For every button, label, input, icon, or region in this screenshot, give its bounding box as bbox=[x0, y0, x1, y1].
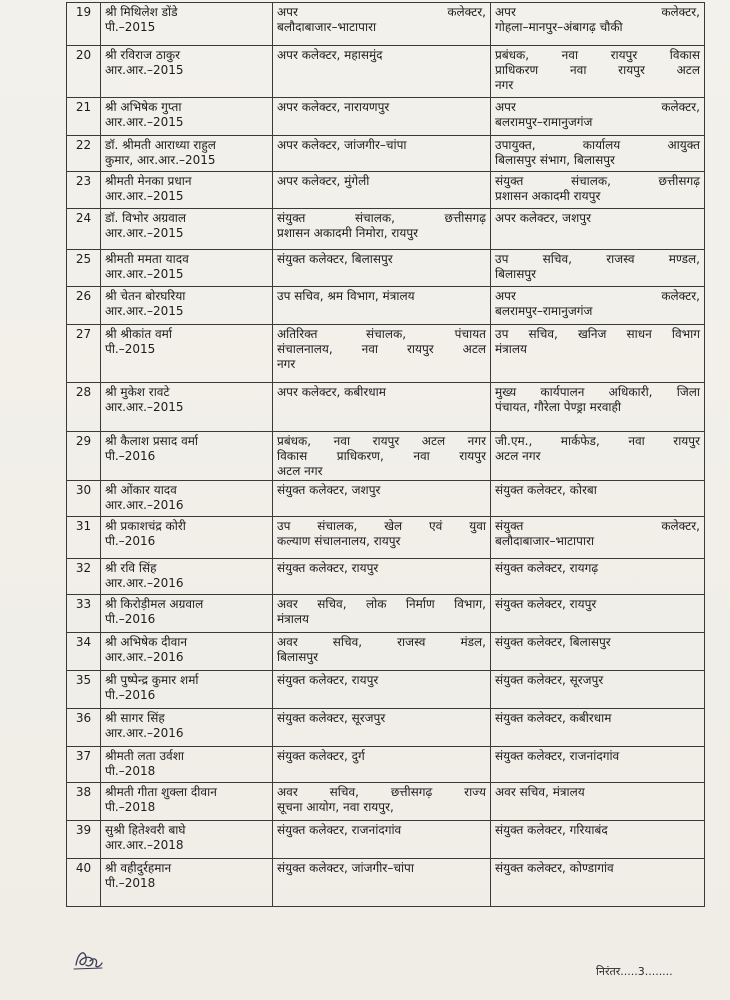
serial-number: 21 bbox=[67, 98, 101, 136]
serial-number: 24 bbox=[67, 209, 101, 250]
current-posting-cell bbox=[273, 3, 491, 46]
current-posting-line: संयुक्त कलेक्टर, दुर्ग bbox=[277, 749, 365, 763]
new-posting-line: संयुक्त संचालक, छत्तीसगढ़ bbox=[495, 174, 700, 188]
officer-name-line: श्री अभिषेक दीवान bbox=[105, 635, 188, 649]
officer-name-cell bbox=[101, 383, 273, 432]
new-posting-line: संयुक्त कलेक्टर, कबीरधाम bbox=[495, 711, 612, 725]
serial-number: 22 bbox=[67, 136, 101, 172]
officer-name-line: श्रीमती गीता शुक्ला दीवान bbox=[105, 785, 217, 799]
officer-name-line: श्री रविराज ठाकुर bbox=[105, 48, 181, 62]
officer-name-line: श्री चेतन बोरघरिया bbox=[105, 289, 186, 303]
table-row bbox=[67, 432, 705, 481]
current-posting-cell bbox=[273, 559, 491, 595]
new-posting-cell bbox=[491, 287, 705, 325]
officer-name-line: पी.–2015 bbox=[105, 342, 156, 356]
new-posting-cell bbox=[491, 783, 705, 821]
officer-name-line: आर.आर.–2015 bbox=[105, 63, 184, 77]
new-posting-line: बलरामपुर–रामानुजगंज bbox=[495, 304, 593, 318]
officer-name-line: श्रीमती लता उर्वशा bbox=[105, 749, 184, 763]
current-posting-line: संचालनालय, नवा रायपुर अटल bbox=[277, 342, 486, 356]
serial-number: 36 bbox=[67, 709, 101, 747]
new-posting-line: संयुक्त कलेक्टर, रायगढ़ bbox=[495, 561, 599, 575]
officer-name-cell bbox=[101, 250, 273, 287]
new-posting-cell bbox=[491, 709, 705, 747]
officer-name-cell bbox=[101, 859, 273, 907]
serial-number: 19 bbox=[67, 3, 101, 46]
officer-name-cell bbox=[101, 517, 273, 559]
table-row bbox=[67, 783, 705, 821]
current-posting-line: संयुक्त कलेक्टर, रायपुर bbox=[277, 561, 379, 575]
table-row bbox=[67, 633, 705, 671]
new-posting-cell bbox=[491, 633, 705, 671]
table-row bbox=[67, 709, 705, 747]
officer-name-line: आर.आर.–2018 bbox=[105, 838, 184, 852]
new-posting-line: उप सचिव, खनिज साधन विभाग bbox=[495, 327, 700, 341]
new-posting-cell bbox=[491, 859, 705, 907]
current-posting-line: संयुक्त कलेक्टर, सूरजपुर bbox=[277, 711, 386, 725]
new-posting-line: संयुक्त कलेक्टर, bbox=[495, 519, 700, 533]
new-posting-cell bbox=[491, 46, 705, 98]
new-posting-line: अपर कलेक्टर, bbox=[495, 289, 700, 303]
officer-name-line: आर.आर.–2016 bbox=[105, 726, 184, 740]
officer-name-cell bbox=[101, 172, 273, 209]
current-posting-line: संयुक्त कलेक्टर, जांजगीर–चांपा bbox=[277, 861, 414, 875]
new-posting-cell bbox=[491, 432, 705, 481]
officer-name-cell bbox=[101, 481, 273, 517]
table-row bbox=[67, 559, 705, 595]
current-posting-line: प्रबंधक, नवा रायपुर अटल नगर bbox=[277, 434, 486, 448]
officer-name-line: श्री ओंकार यादव bbox=[105, 483, 177, 497]
officer-name-line: पी.–2018 bbox=[105, 764, 156, 778]
serial-number: 28 bbox=[67, 383, 101, 432]
officer-name-line: आर.आर.–2015 bbox=[105, 304, 184, 318]
current-posting-line: अवर सचिव, लोक निर्माण विभाग, bbox=[277, 597, 486, 611]
table-row bbox=[67, 671, 705, 709]
officer-name-line: पी.–2015 bbox=[105, 20, 156, 34]
officer-name-cell bbox=[101, 209, 273, 250]
officer-name-line: डॉ. श्रीमती आराध्या राहुल bbox=[105, 138, 216, 152]
officer-name-cell bbox=[101, 136, 273, 172]
new-posting-cell bbox=[491, 671, 705, 709]
officer-name-line: श्री श्रीकांत वर्मा bbox=[105, 327, 172, 341]
officer-name-cell bbox=[101, 3, 273, 46]
current-posting-cell bbox=[273, 821, 491, 859]
officer-name-line: पी.–2016 bbox=[105, 449, 156, 463]
new-posting-line: संयुक्त कलेक्टर, गरियाबंद bbox=[495, 823, 608, 837]
officer-name-line: आर.आर.–2015 bbox=[105, 226, 184, 240]
new-posting-line: बिलासपुर bbox=[495, 267, 537, 281]
new-posting-line: संयुक्त कलेक्टर, रायपुर bbox=[495, 597, 597, 611]
current-posting-line: अवर सचिव, राजस्व मंडल, bbox=[277, 635, 486, 649]
serial-number: 27 bbox=[67, 325, 101, 383]
new-posting-line: बलौदाबाजार–भाटापारा bbox=[495, 534, 595, 548]
current-posting-line: संयुक्त संचालक, छत्तीसगढ़ bbox=[277, 211, 486, 225]
officer-name-line: श्री सागर सिंह bbox=[105, 711, 165, 725]
current-posting-cell bbox=[273, 250, 491, 287]
signature-mark bbox=[72, 943, 106, 973]
officer-name-line: श्रीमती ममता यादव bbox=[105, 252, 189, 266]
officer-name-line: श्री किरोड़ीमल अग्रवाल bbox=[105, 597, 204, 611]
current-posting-cell bbox=[273, 136, 491, 172]
table-row bbox=[67, 209, 705, 250]
officer-name-line: श्रीमती मेनका प्रधान bbox=[105, 174, 192, 188]
new-posting-line: बिलासपुर संभाग, बिलासपुर bbox=[495, 153, 615, 167]
new-posting-cell bbox=[491, 747, 705, 783]
table-row bbox=[67, 383, 705, 432]
table-row bbox=[67, 595, 705, 633]
officer-name-line: श्री कैलाश प्रसाद वर्मा bbox=[105, 434, 199, 448]
new-posting-line: अटल नगर bbox=[495, 449, 541, 463]
new-posting-cell bbox=[491, 136, 705, 172]
officer-name-line: आर.आर.–2015 bbox=[105, 115, 184, 129]
new-posting-line: अपर कलेक्टर, जशपुर bbox=[495, 211, 591, 225]
new-posting-line: अपर कलेक्टर, bbox=[495, 100, 700, 114]
officer-name-cell bbox=[101, 559, 273, 595]
officer-name-line: पी.–2016 bbox=[105, 688, 156, 702]
new-posting-line: जी.एम., मार्कफेड, नवा रायपुर bbox=[495, 434, 700, 448]
current-posting-line: अपर कलेक्टर, bbox=[277, 5, 486, 19]
current-posting-cell bbox=[273, 432, 491, 481]
table-row bbox=[67, 325, 705, 383]
current-posting-line: संयुक्त कलेक्टर, बिलासपुर bbox=[277, 252, 393, 266]
officer-name-line: आर.आर.–2016 bbox=[105, 576, 184, 590]
serial-number: 30 bbox=[67, 481, 101, 517]
new-posting-line: उप सचिव, राजस्व मण्डल, bbox=[495, 252, 700, 266]
transfer-table-body bbox=[67, 3, 705, 907]
officer-name-line: पी.–2016 bbox=[105, 612, 156, 626]
new-posting-line: प्रबंधक, नवा रायपुर विकास bbox=[495, 48, 700, 62]
officer-name-line: आर.आर.–2015 bbox=[105, 267, 184, 281]
new-posting-line: संयुक्त कलेक्टर, कोरबा bbox=[495, 483, 597, 497]
current-posting-line: संयुक्त कलेक्टर, रायपुर bbox=[277, 673, 379, 687]
new-posting-line: गोहला–मानपुर–अंबागढ़ चौकी bbox=[495, 20, 623, 34]
officer-name-line: डॉ. विभोर अग्रवाल bbox=[105, 211, 187, 225]
new-posting-line: उपायुक्त, कार्यालय आयुक्त bbox=[495, 138, 700, 152]
new-posting-cell bbox=[491, 481, 705, 517]
new-posting-cell bbox=[491, 325, 705, 383]
current-posting-line: अतिरिक्त संचालक, पंचायत bbox=[277, 327, 486, 341]
current-posting-line: अपर कलेक्टर, नारायणपुर bbox=[277, 100, 390, 114]
new-posting-line: बलरामपुर–रामानुजगंज bbox=[495, 115, 593, 129]
table-row bbox=[67, 46, 705, 98]
officer-name-line: पी.–2018 bbox=[105, 800, 156, 814]
table-row bbox=[67, 98, 705, 136]
serial-number: 38 bbox=[67, 783, 101, 821]
current-posting-line: अपर कलेक्टर, मुंगेली bbox=[277, 174, 370, 188]
officer-name-cell bbox=[101, 325, 273, 383]
new-posting-cell bbox=[491, 250, 705, 287]
current-posting-cell bbox=[273, 783, 491, 821]
officer-name-line: श्री मुकेश रावटे bbox=[105, 385, 170, 399]
officer-name-line: आर.आर.–2015 bbox=[105, 189, 184, 203]
current-posting-cell bbox=[273, 595, 491, 633]
current-posting-line: अपर कलेक्टर, महासमुंद bbox=[277, 48, 383, 62]
new-posting-line: संयुक्त कलेक्टर, सूरजपुर bbox=[495, 673, 604, 687]
officer-name-line: श्री अभिषेक गुप्ता bbox=[105, 100, 182, 114]
serial-number: 35 bbox=[67, 671, 101, 709]
officer-name-cell bbox=[101, 783, 273, 821]
officer-name-cell bbox=[101, 633, 273, 671]
serial-number: 23 bbox=[67, 172, 101, 209]
officer-name-cell bbox=[101, 595, 273, 633]
table-row bbox=[67, 517, 705, 559]
table-row bbox=[67, 821, 705, 859]
new-posting-line: संयुक्त कलेक्टर, बिलासपुर bbox=[495, 635, 611, 649]
current-posting-line: बलौदाबाजार–भाटापारा bbox=[277, 20, 377, 34]
officer-name-cell bbox=[101, 671, 273, 709]
current-posting-cell bbox=[273, 633, 491, 671]
transfer-table bbox=[66, 2, 705, 907]
officer-name-line: श्री रवि सिंह bbox=[105, 561, 157, 575]
new-posting-cell bbox=[491, 559, 705, 595]
table-row bbox=[67, 250, 705, 287]
current-posting-line: विकास प्राधिकरण, नवा रायपुर bbox=[277, 449, 486, 463]
officer-name-cell bbox=[101, 747, 273, 783]
table-row bbox=[67, 747, 705, 783]
current-posting-cell bbox=[273, 209, 491, 250]
serial-number: 26 bbox=[67, 287, 101, 325]
officer-name-line: श्री पुष्पेन्द्र कुमार शर्मा bbox=[105, 673, 199, 687]
officer-name-cell bbox=[101, 98, 273, 136]
current-posting-cell bbox=[273, 383, 491, 432]
serial-number: 39 bbox=[67, 821, 101, 859]
table-row bbox=[67, 172, 705, 209]
table-row bbox=[67, 481, 705, 517]
new-posting-cell bbox=[491, 821, 705, 859]
new-posting-line: प्रशासन अकादमी रायपुर bbox=[495, 189, 601, 203]
current-posting-line: संयुक्त कलेक्टर, जशपुर bbox=[277, 483, 381, 497]
current-posting-line: अपर कलेक्टर, जांजगीर–चांपा bbox=[277, 138, 407, 152]
table-row bbox=[67, 287, 705, 325]
officer-name-cell bbox=[101, 46, 273, 98]
new-posting-cell bbox=[491, 383, 705, 432]
officer-name-line: श्री मिथिलेश डोंडे bbox=[105, 5, 178, 19]
current-posting-cell bbox=[273, 709, 491, 747]
table-row bbox=[67, 3, 705, 46]
continuation-footer: निरंतर.....3........ bbox=[596, 965, 673, 978]
table-row bbox=[67, 136, 705, 172]
current-posting-line: उप सचिव, श्रम विभाग, मंत्रालय bbox=[277, 289, 415, 303]
serial-number: 25 bbox=[67, 250, 101, 287]
officer-name-line: सुश्री हितेश्वरी बाघे bbox=[105, 823, 186, 837]
officer-name-cell bbox=[101, 287, 273, 325]
new-posting-line: संयुक्त कलेक्टर, राजनांदगांव bbox=[495, 749, 620, 763]
serial-number: 32 bbox=[67, 559, 101, 595]
current-posting-cell bbox=[273, 46, 491, 98]
current-posting-line: सूचना आयोग, नवा रायपुर, bbox=[277, 800, 394, 814]
serial-number: 37 bbox=[67, 747, 101, 783]
new-posting-line: अवर सचिव, मंत्रालय bbox=[495, 785, 585, 799]
new-posting-cell bbox=[491, 172, 705, 209]
table-row bbox=[67, 859, 705, 907]
new-posting-line: संयुक्त कलेक्टर, कोण्डागांव bbox=[495, 861, 614, 875]
officer-name-line: श्री वहीदुर्रहमान bbox=[105, 861, 172, 875]
current-posting-line: प्रशासन अकादमी निमोरा, रायपुर bbox=[277, 226, 419, 240]
new-posting-line: मुख्य कार्यपालन अधिकारी, जिला bbox=[495, 385, 700, 399]
new-posting-cell bbox=[491, 3, 705, 46]
serial-number: 29 bbox=[67, 432, 101, 481]
officer-name-line: श्री प्रकाशचंद्र कोरी bbox=[105, 519, 186, 533]
officer-name-line: कुमार, आर.आर.–2015 bbox=[105, 153, 216, 167]
current-posting-line: अपर कलेक्टर, कबीरधाम bbox=[277, 385, 386, 399]
current-posting-cell bbox=[273, 325, 491, 383]
current-posting-cell bbox=[273, 747, 491, 783]
new-posting-line: मंत्रालय bbox=[495, 342, 528, 356]
current-posting-cell bbox=[273, 859, 491, 907]
new-posting-cell bbox=[491, 595, 705, 633]
current-posting-line: अटल नगर bbox=[277, 464, 323, 478]
current-posting-cell bbox=[273, 481, 491, 517]
current-posting-cell bbox=[273, 172, 491, 209]
current-posting-cell bbox=[273, 671, 491, 709]
officer-name-line: आर.आर.–2015 bbox=[105, 400, 184, 414]
serial-number: 33 bbox=[67, 595, 101, 633]
officer-name-line: आर.आर.–2016 bbox=[105, 650, 184, 664]
serial-number: 31 bbox=[67, 517, 101, 559]
current-posting-line: अवर सचिव, छत्तीसगढ़ राज्य bbox=[277, 785, 486, 799]
new-posting-cell bbox=[491, 209, 705, 250]
current-posting-cell bbox=[273, 517, 491, 559]
current-posting-cell bbox=[273, 98, 491, 136]
officer-name-line: आर.आर.–2016 bbox=[105, 498, 184, 512]
current-posting-line: नगर bbox=[277, 357, 296, 371]
officer-name-line: पी.–2016 bbox=[105, 534, 156, 548]
new-posting-cell bbox=[491, 98, 705, 136]
new-posting-line: प्राधिकरण नवा रायपुर अटल bbox=[495, 63, 700, 77]
current-posting-cell bbox=[273, 287, 491, 325]
new-posting-line: अपर कलेक्टर, bbox=[495, 5, 700, 19]
current-posting-line: बिलासपुर bbox=[277, 650, 319, 664]
new-posting-line: नगर bbox=[495, 78, 514, 92]
current-posting-line: कल्याण संचालनालय, रायपुर bbox=[277, 534, 401, 548]
officer-name-cell bbox=[101, 709, 273, 747]
officer-name-cell bbox=[101, 432, 273, 481]
officer-name-line: पी.–2018 bbox=[105, 876, 156, 890]
current-posting-line: संयुक्त कलेक्टर, राजनांदगांव bbox=[277, 823, 402, 837]
new-posting-line: पंचायत, गौरेला पेण्ड्रा मरवाही bbox=[495, 400, 622, 414]
serial-number: 20 bbox=[67, 46, 101, 98]
current-posting-line: मंत्रालय bbox=[277, 612, 310, 626]
officer-name-cell bbox=[101, 821, 273, 859]
serial-number: 34 bbox=[67, 633, 101, 671]
serial-number: 40 bbox=[67, 859, 101, 907]
current-posting-line: उप संचालक, खेल एवं युवा bbox=[277, 519, 486, 533]
new-posting-cell bbox=[491, 517, 705, 559]
